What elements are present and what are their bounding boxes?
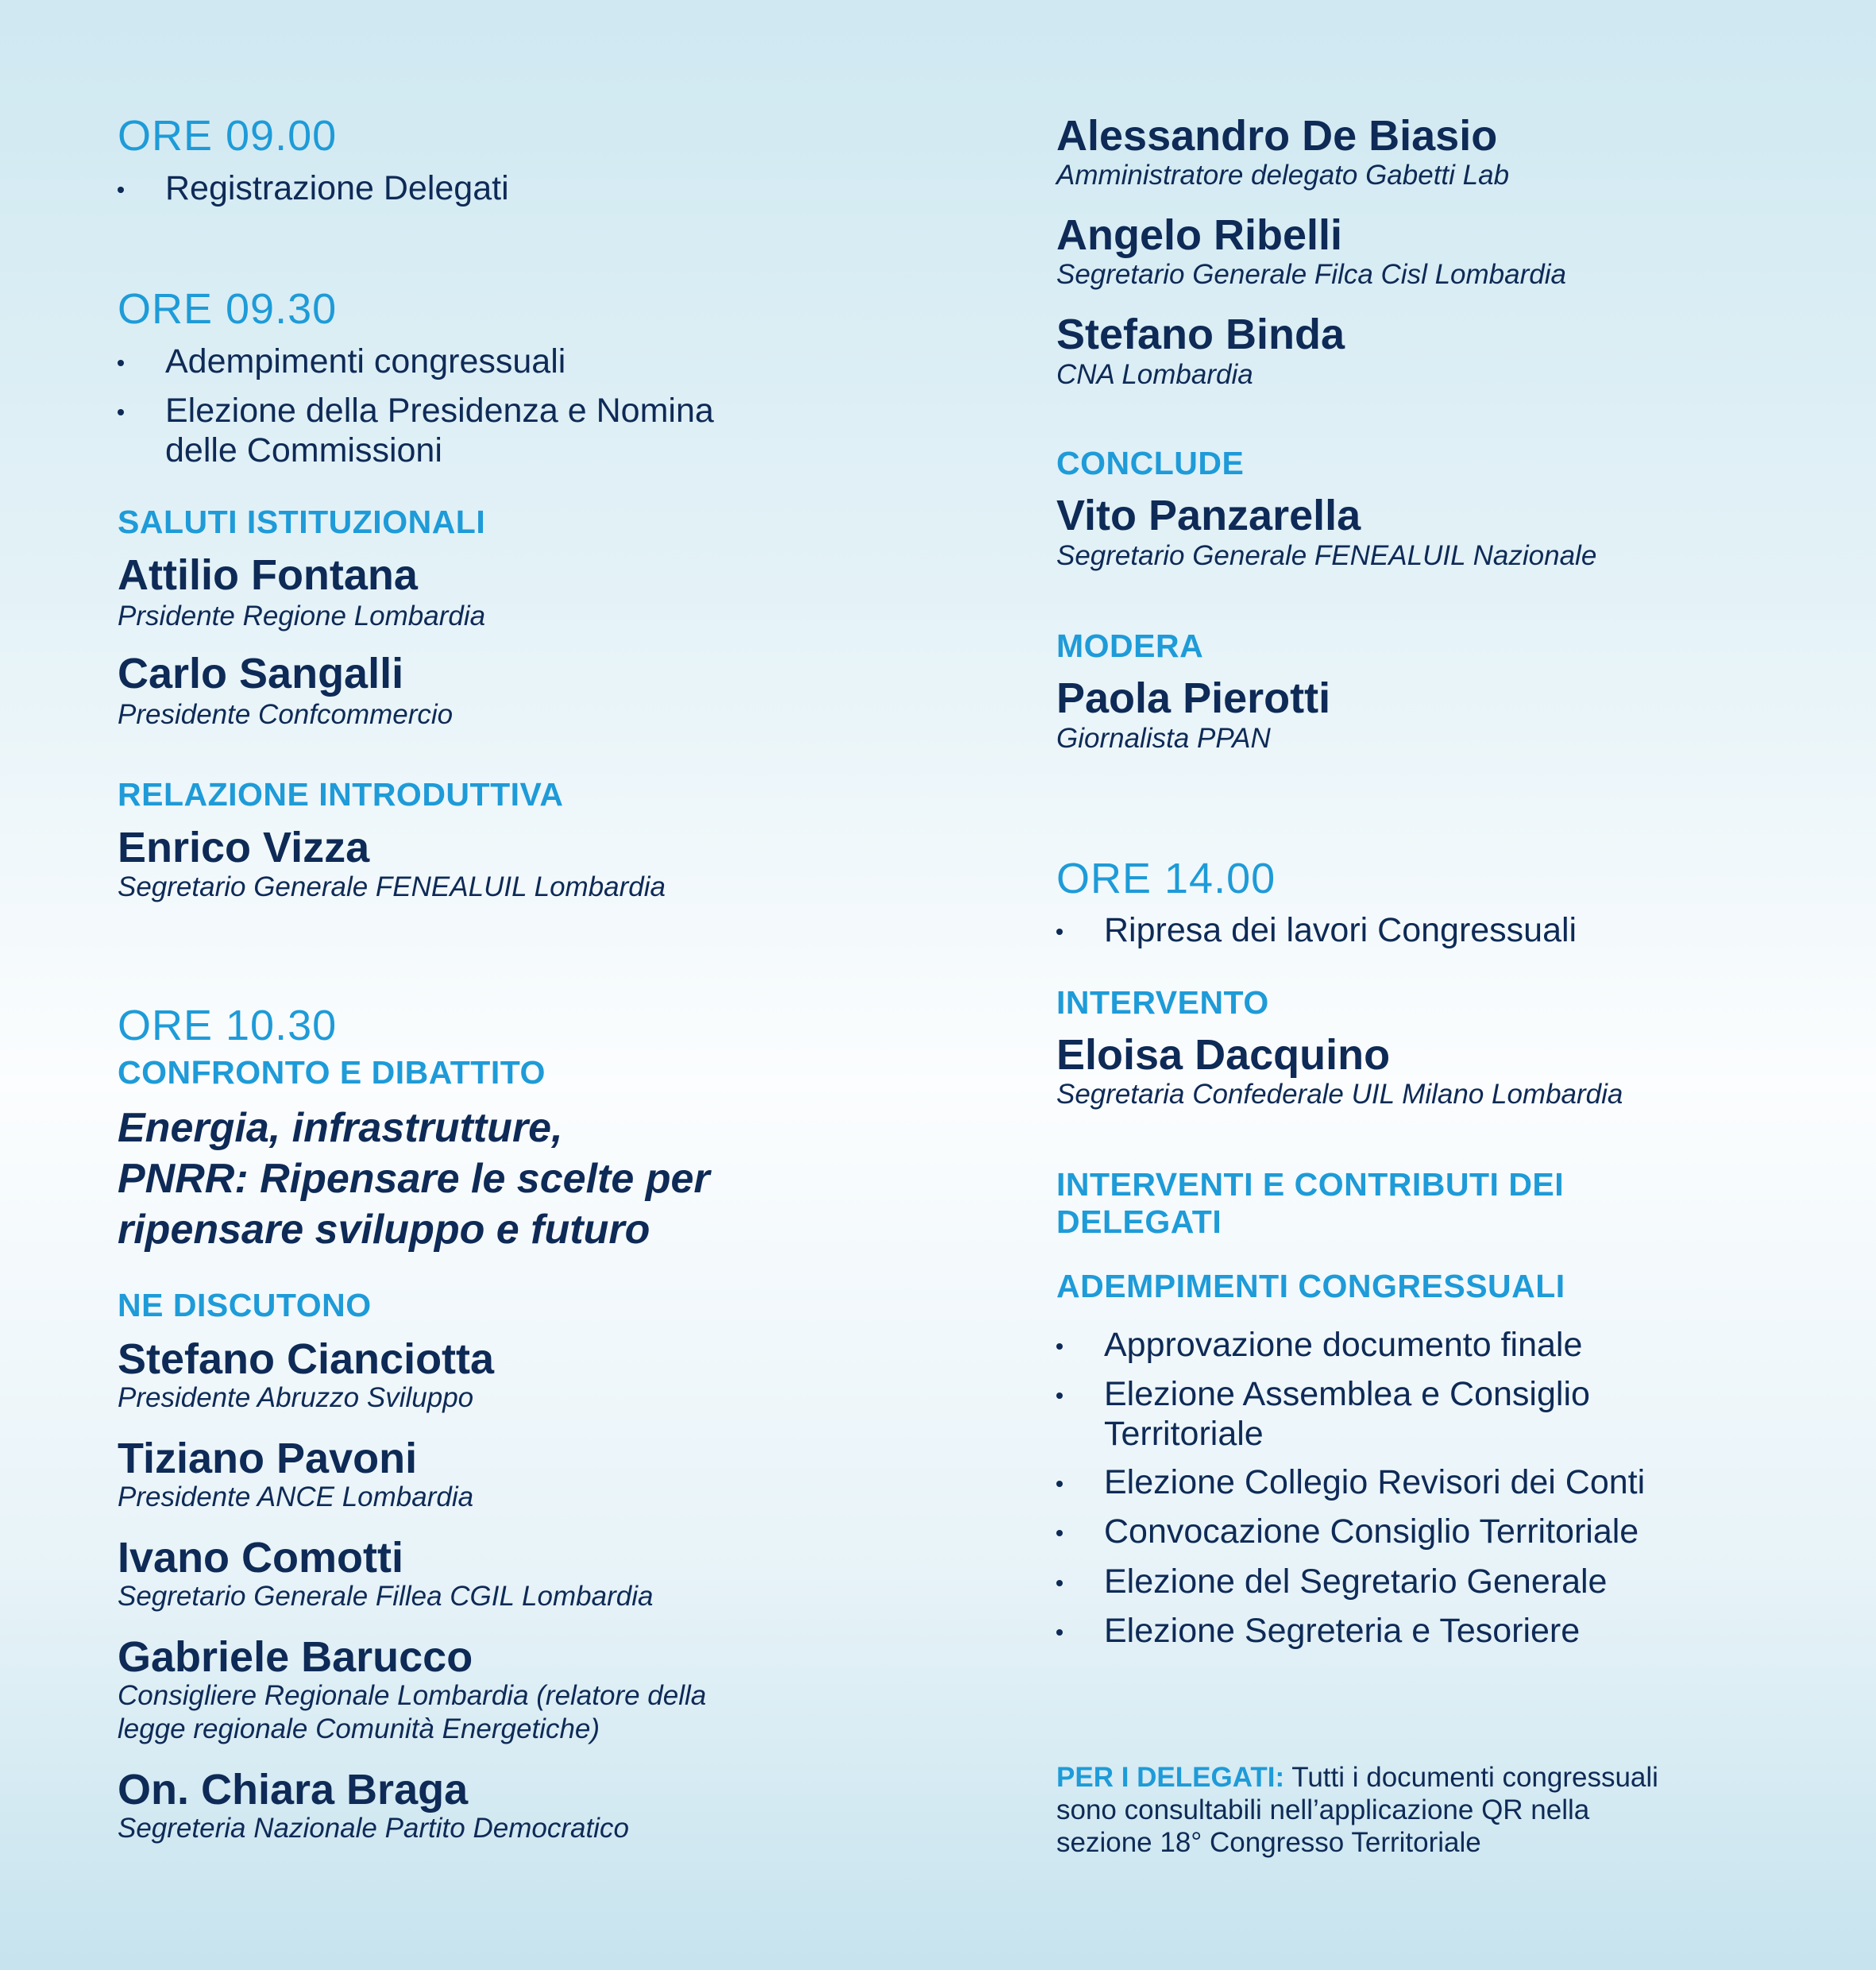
bullet-icon (1056, 1393, 1063, 1399)
speaker-role: Consigliere Regionale Lombardia (relatore della (118, 1680, 707, 1711)
delegates-note-line: sono consultabili nell’applicazione QR nella (1056, 1794, 1590, 1825)
bullet-icon (1056, 1343, 1063, 1350)
section-label-modera: MODERA (1056, 628, 1204, 664)
speaker-role: Presidente ANCE Lombardia (118, 1481, 474, 1512)
time-1400: ORE 14.00 (1056, 855, 1276, 902)
speaker-name: Enrico Vizza (118, 824, 370, 871)
section-label-discutono: NE DISCUTONO (118, 1287, 372, 1323)
section-label-saluti: SALUTI ISTITUZIONALI (118, 504, 486, 540)
section-label-relazione: RELAZIONE INTRODUTTIVA (118, 776, 564, 813)
section-label-interventi: INTERVENTI E CONTRIBUTI DEI (1056, 1166, 1565, 1203)
speaker-role: Giornalista PPAN (1056, 723, 1271, 754)
bullet-icon (1056, 929, 1063, 935)
section-label-intervento: INTERVENTO (1056, 984, 1269, 1021)
speaker-name: Ivano Comotti (118, 1534, 403, 1582)
bullet-icon (118, 409, 124, 415)
speaker-role: Presidente Confcommercio (118, 699, 454, 730)
bullet-icon (1056, 1530, 1063, 1536)
speaker-name: Alessandro De Biasio (1056, 112, 1498, 160)
section-label-interventi: DELEGATI (1056, 1203, 1222, 1240)
section-label-adempimenti: ADEMPIMENTI CONGRESSUALI (1056, 1268, 1565, 1304)
speaker-role: Segretario Generale Fillea CGIL Lombardia (118, 1581, 654, 1612)
bullet-icon (118, 187, 124, 193)
delegates-note (1056, 1761, 1658, 1794)
speaker-name: Carlo Sangalli (118, 650, 404, 697)
speaker-name: Stefano Binda (1056, 311, 1345, 358)
note-text: Tutti i documenti congressuali (1291, 1762, 1658, 1793)
speaker-role: Segretario Generale FENEALUIL Nazionale (1056, 540, 1597, 571)
note-label: PER I DELEGATI: (1056, 1762, 1285, 1793)
speaker-role: legge regionale Comunità Energetiche) (118, 1713, 600, 1744)
section-label-confronto: CONFRONTO E DIBATTITO (118, 1054, 546, 1091)
speaker-name: Paola Pierotti (1056, 674, 1331, 722)
time-0900: ORE 09.00 (118, 112, 338, 160)
speaker-role: Presidente Abruzzo Sviluppo (118, 1382, 474, 1413)
bullet-icon (1056, 1629, 1063, 1636)
speaker-name: Gabriele Barucco (118, 1633, 473, 1681)
speaker-role: Segretario Generale Filca Cisl Lombardia (1056, 259, 1566, 290)
debate-topic-line: ripensare sviluppo e futuro (118, 1207, 650, 1253)
bullet-icon (1056, 1481, 1063, 1487)
speaker-role: Segreteria Nazionale Partito Democratico (118, 1813, 629, 1844)
bullet-icon (118, 360, 124, 366)
speaker-role: Segretario Generale FENEALUIL Lombardia (118, 871, 666, 902)
debate-topic-line: Energia, infrastrutture, (118, 1105, 563, 1151)
time-0930: ORE 09.30 (118, 285, 338, 333)
time-1030: ORE 10.30 (118, 1002, 338, 1049)
speaker-name: Vito Panzarella (1056, 492, 1361, 539)
speaker-role: Prsidente Regione Lombardia (118, 601, 486, 632)
speaker-name: Angelo Ribelli (1056, 211, 1343, 259)
speaker-name: Attilio Fontana (118, 551, 418, 599)
speaker-name: Tiziano Pavoni (118, 1435, 418, 1482)
speaker-role: Segretaria Confederale UIL Milano Lombardia (1056, 1079, 1623, 1110)
speaker-name: Stefano Cianciotta (118, 1335, 495, 1383)
speaker-name: Eloisa Dacquino (1056, 1031, 1391, 1079)
speaker-role: CNA Lombardia (1056, 359, 1253, 390)
speaker-name: On. Chiara Braga (118, 1766, 469, 1814)
debate-topic-line: PNRR: Ripensare le scelte per (118, 1156, 710, 1202)
speaker-role: Amministratore delegato Gabetti Lab (1056, 160, 1510, 191)
bullet-icon (1056, 1580, 1063, 1586)
delegates-note-line: sezione 18° Congresso Territoriale (1056, 1827, 1481, 1858)
section-label-conclude: CONCLUDE (1056, 445, 1245, 481)
